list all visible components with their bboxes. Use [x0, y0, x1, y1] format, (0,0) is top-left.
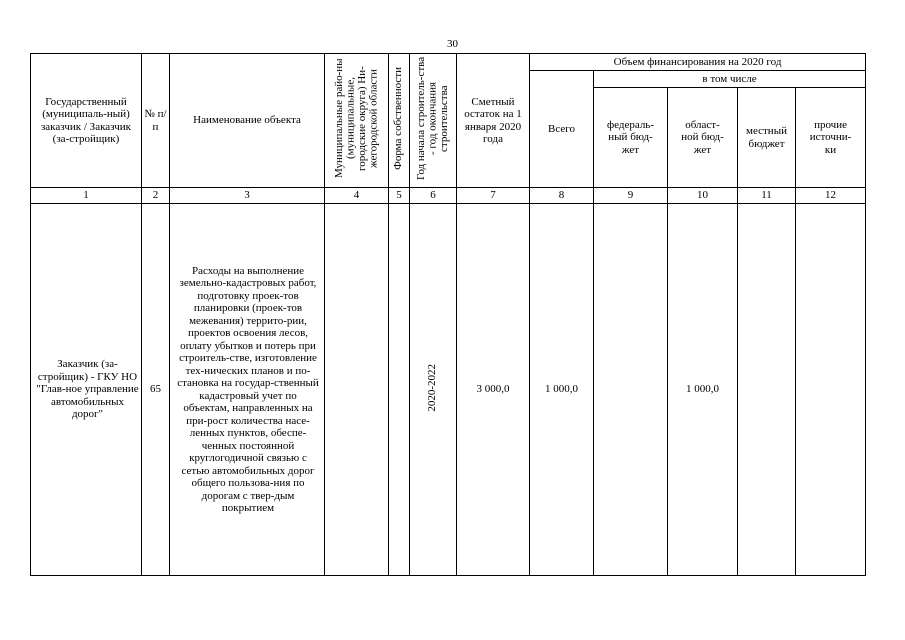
row-municipal — [325, 204, 389, 576]
header-total: Всего — [530, 71, 594, 188]
header-including: в том числе — [594, 71, 866, 88]
column-number: 6 — [410, 188, 457, 204]
header-local: местный бюджет — [738, 88, 796, 188]
column-number: 5 — [389, 188, 410, 204]
header-remainder: Сметный остаток на 1 января 2020 года — [457, 54, 530, 188]
header-object-name: Наименование объекта — [170, 54, 325, 188]
header-regional: област-ной бюд-жет — [668, 88, 738, 188]
financing-table — [30, 53, 866, 576]
row-federal — [594, 204, 668, 576]
column-number: 12 — [796, 188, 866, 204]
row-remainder: 3 000,0 — [457, 204, 530, 576]
row-other — [796, 204, 866, 576]
row-customer: Заказчик (за-стройщик) - ГКУ НО "Глав-ное управление автомобильных дорог" — [31, 204, 142, 576]
header-customer: Государственный (муниципаль-ный) заказчик / Заказчик (за-стройщик) — [31, 54, 142, 188]
header-years: Год начала строитель-ства - год окончания строительства — [410, 54, 457, 188]
column-number: 4 — [325, 188, 389, 204]
column-number: 9 — [594, 188, 668, 204]
page-number: 30 — [447, 38, 458, 50]
header-federal: федераль-ный бюд-жет — [594, 88, 668, 188]
header-other: прочие источни-ки — [796, 88, 866, 188]
column-number: 7 — [457, 188, 530, 204]
column-number: 11 — [738, 188, 796, 204]
header-financing: Объем финансирования на 2020 год — [530, 54, 866, 71]
row-years: 2020-2022 — [410, 204, 457, 576]
row-regional: 1 000,0 — [668, 204, 738, 576]
column-number: 10 — [668, 188, 738, 204]
header-municipal: Муниципальные райо-ны (муниципальные, городские округа) Ни-жегородской области — [325, 54, 389, 188]
header-ownership: Форма собственности — [389, 54, 410, 188]
row-total: 1 000,0 — [530, 204, 594, 576]
header-number: № п/ п — [142, 54, 170, 188]
column-number: 8 — [530, 188, 594, 204]
column-number: 3 — [170, 188, 325, 204]
row-local — [738, 204, 796, 576]
row-ownership — [389, 204, 410, 576]
column-number: 1 — [31, 188, 142, 204]
column-number: 2 — [142, 188, 170, 204]
table-row — [31, 204, 866, 576]
row-object-name: Расходы на выполнение земельно-кадастровых работ, подготовку проек-тов планировки (проек-тов межевания) террито-рии, проектов освоения лесов, оплату убытков и потерь при строитель-стве, изготовление тех-нических планов и по-становка на государ-ственный кадастровый учет по объектам, направленных на при-рост количества насе-ленных пунктов, обеспе-ченных постоянной круглогодичной связью с сетью автомобильных дорог общего пользова-ния по дорогам с твер-дым покрытием — [170, 204, 325, 576]
row-number: 65 — [142, 204, 170, 576]
